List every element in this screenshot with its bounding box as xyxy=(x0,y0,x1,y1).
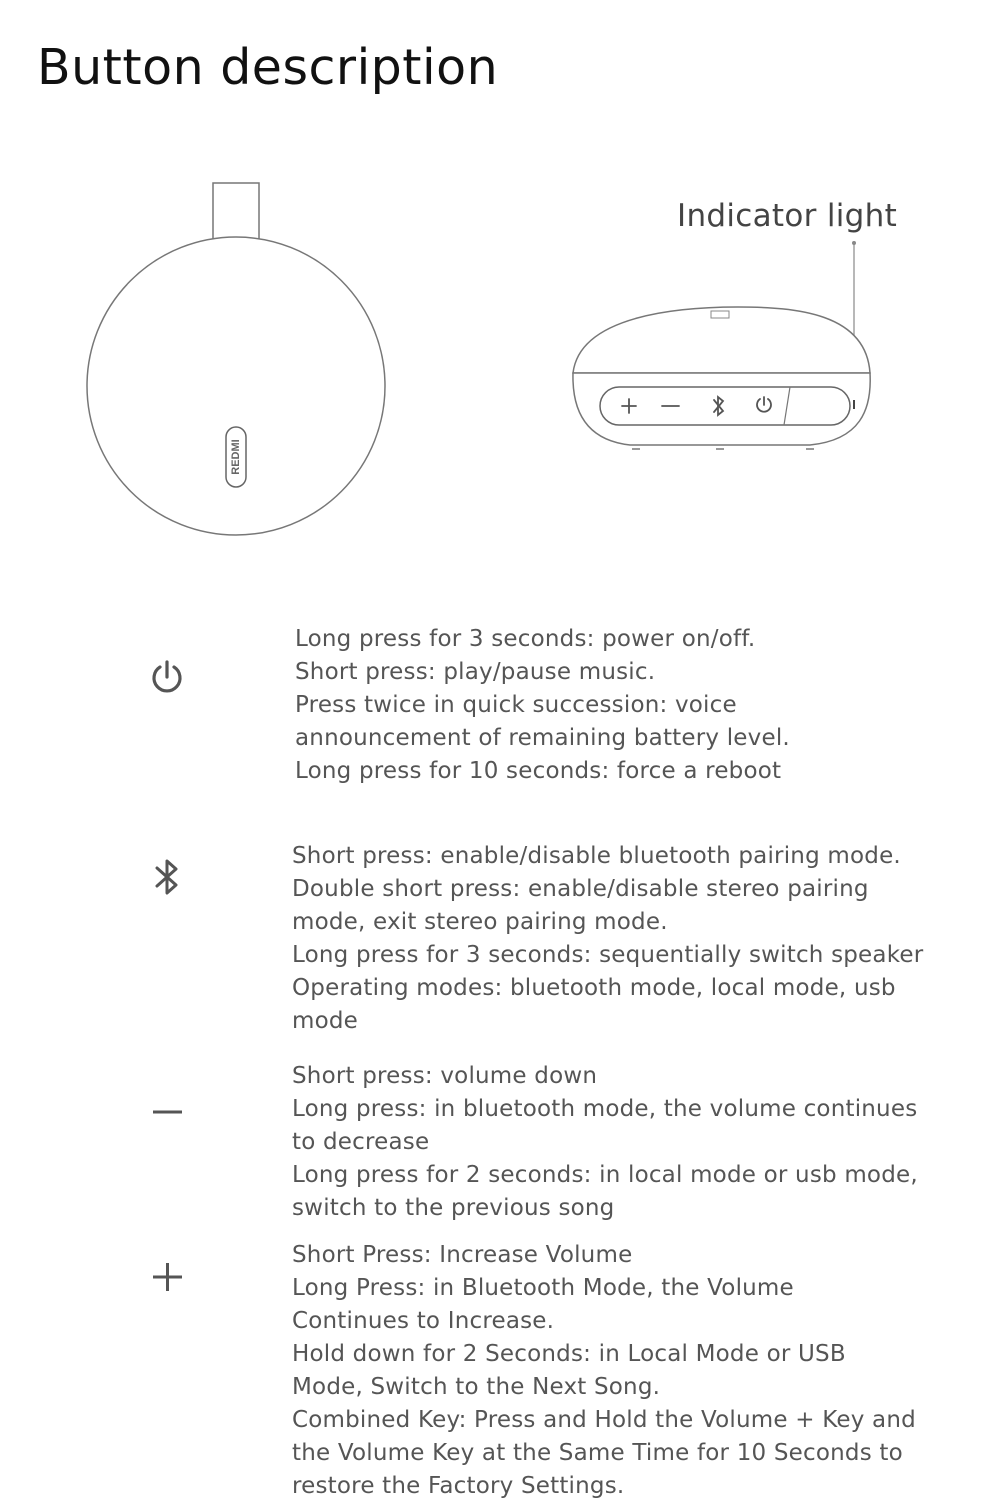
description-line: Long press for 3 seconds: sequentially switch speaker xyxy=(292,942,924,968)
description-line: Long Press: in Bluetooth Mode, the Volume xyxy=(292,1275,794,1301)
speaker-front-view xyxy=(80,175,400,545)
description-line: Double short press: enable/disable stereo pairing xyxy=(292,876,869,902)
minus-icon xyxy=(140,1085,194,1139)
description-line: Long press for 2 seconds: in local mode or usb mode, xyxy=(292,1162,918,1188)
speaker-body xyxy=(87,237,385,535)
description-line: Short Press: Increase Volume xyxy=(292,1242,633,1268)
description-line: announcement of remaining battery level. xyxy=(295,725,790,751)
plus-icon xyxy=(140,1250,194,1304)
description-line: Long press for 3 seconds: power on/off. xyxy=(295,626,756,652)
description-line: Mode, Switch to the Next Song. xyxy=(292,1374,661,1400)
button-panel xyxy=(600,387,850,425)
description-line: Operating modes: bluetooth mode, local mode, usb xyxy=(292,975,896,1001)
description-line: Short press: volume down xyxy=(292,1063,598,1089)
speaker-side-view xyxy=(560,195,920,470)
indicator-light-label: Indicator light xyxy=(677,198,898,234)
logo-text: REDMI xyxy=(229,439,242,475)
description-line: Long press for 10 seconds: force a reboot xyxy=(295,758,782,784)
description-line: Long press: in bluetooth mode, the volume continues xyxy=(292,1096,918,1122)
power-icon xyxy=(140,650,194,704)
description-line: to decrease xyxy=(292,1129,430,1155)
strap xyxy=(213,183,259,241)
description-line: Press twice in quick succession: voice xyxy=(295,692,737,718)
bluetooth-icon xyxy=(140,850,194,904)
description-line: Short press: enable/disable bluetooth pairing mode. xyxy=(292,843,901,869)
description-line: the Volume Key at the Same Time for 10 Seconds to xyxy=(292,1440,903,1466)
description-line: Continues to Increase. xyxy=(292,1308,555,1334)
description-line: Hold down for 2 Seconds: in Local Mode or USB xyxy=(292,1341,846,1367)
description-line: switch to the previous song xyxy=(292,1195,615,1221)
description-line: Short press: play/pause music. xyxy=(295,659,656,685)
description-line: mode xyxy=(292,1008,359,1034)
description-line: Combined Key: Press and Hold the Volume + Key and xyxy=(292,1407,916,1433)
page-title: Button description xyxy=(37,39,499,96)
description-line: mode, exit stereo pairing mode. xyxy=(292,909,668,935)
description-line: restore the Factory Settings. xyxy=(292,1473,625,1499)
